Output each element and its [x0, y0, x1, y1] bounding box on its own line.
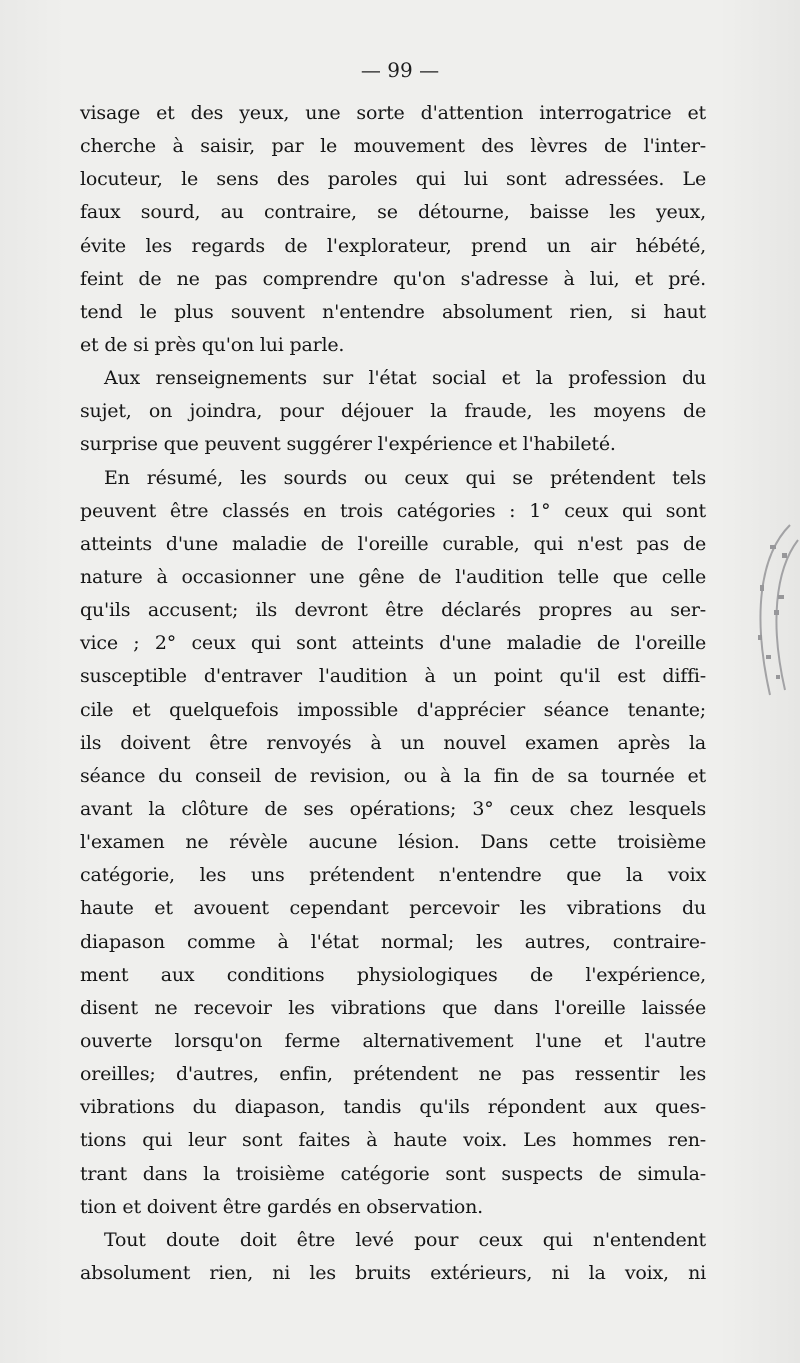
- text-line: diapason comme à l'état normal; les autres, contraire-: [80, 930, 706, 953]
- text-line: feint de ne pas comprendre qu'on s'adresse à lui, et pré.: [80, 267, 706, 290]
- text-line: En résumé, les sourds ou ceux qui se prétendent tels: [104, 466, 706, 489]
- text-line: susceptible d'entraver l'audition à un point qu'il est diffi-: [80, 665, 706, 688]
- text-line: tions qui leur sont faites à haute voix. Les hommes ren-: [80, 1129, 706, 1152]
- text-line: oreilles; d'autres, enfin, prétendent ne pas ressentir les: [80, 1063, 706, 1086]
- text-line: absolument rien, ni les bruits extérieurs, ni la voix, ni: [80, 1261, 706, 1284]
- text-line: peuvent être classés en trois catégories : 1° ceux qui sont: [80, 499, 706, 522]
- text-line: l'examen ne révèle aucune lésion. Dans cette troisième: [80, 831, 706, 854]
- text-line: cherche à saisir, par le mouvement des lèvres de l'inter-: [80, 135, 706, 158]
- text-line: vice ; 2° ceux qui sont atteints d'une maladie de l'oreille: [80, 632, 706, 655]
- text-line: séance du conseil de revision, ou à la fin de sa tournée et: [80, 764, 706, 787]
- text-line: locuteur, le sens des paroles qui lui sont adressées. Le: [80, 168, 706, 191]
- text-line: visage et des yeux, une sorte d'attention interrogatrice et: [80, 102, 706, 124]
- page-number: — 99 —: [360, 58, 440, 82]
- text-line: Aux renseignements sur l'état social et la profession du: [104, 367, 706, 390]
- text-line: avant la clôture de ses opérations; 3° ceux chez lesquels: [80, 797, 706, 820]
- text-line: tend le plus souvent n'entendre absolument rien, si haut: [80, 300, 706, 323]
- text-line: nature à occasionner une gêne de l'audition telle que celle: [80, 565, 706, 588]
- text-line: cile et quelquefois impossible d'apprécier séance tenante;: [80, 698, 706, 721]
- text-line: faux sourd, au contraire, se détourne, baisse les yeux,: [80, 201, 706, 224]
- text-line: catégorie, les uns prétendent n'entendre que la voix: [80, 864, 706, 887]
- text-line: ouverte lorsqu'on ferme alternativement l'une et l'autre: [80, 1029, 706, 1052]
- body-text: [80, 97, 706, 1290]
- text-line: trant dans la troisième catégorie sont suspects de simula-: [80, 1162, 706, 1185]
- text-line: ment aux conditions physiologiques de l'expérience,: [80, 963, 706, 986]
- text-line: haute et avouent cependant percevoir les vibrations du: [80, 897, 706, 920]
- text-line: Tout doute doit être levé pour ceux qui n'entendent: [104, 1228, 706, 1251]
- text-line: évite les regards de l'explorateur, prend un air hébété,: [80, 234, 706, 257]
- text-line: vibrations du diapason, tandis qu'ils répondent aux ques-: [80, 1096, 706, 1119]
- text-line: disent ne recevoir les vibrations que dans l'oreille laissée: [80, 996, 706, 1019]
- text-line: tion et doivent être gardés en observation.: [80, 1195, 484, 1218]
- text-line: qu'ils accusent; ils devront être déclarés propres au ser-: [80, 599, 706, 622]
- text-line: sujet, on joindra, pour déjouer la fraude, les moyens de: [80, 400, 706, 423]
- text-line: ils doivent être renvoyés à un nouvel examen après la: [80, 731, 706, 754]
- text-line: et de si près qu'on lui parle.: [80, 333, 345, 356]
- text-line: atteints d'une maladie de l'oreille curable, qui n'est pas de: [80, 532, 706, 555]
- library-stamp-icon: [730, 515, 800, 715]
- text-line: surprise que peuvent suggérer l'expérience et l'habileté.: [80, 433, 616, 456]
